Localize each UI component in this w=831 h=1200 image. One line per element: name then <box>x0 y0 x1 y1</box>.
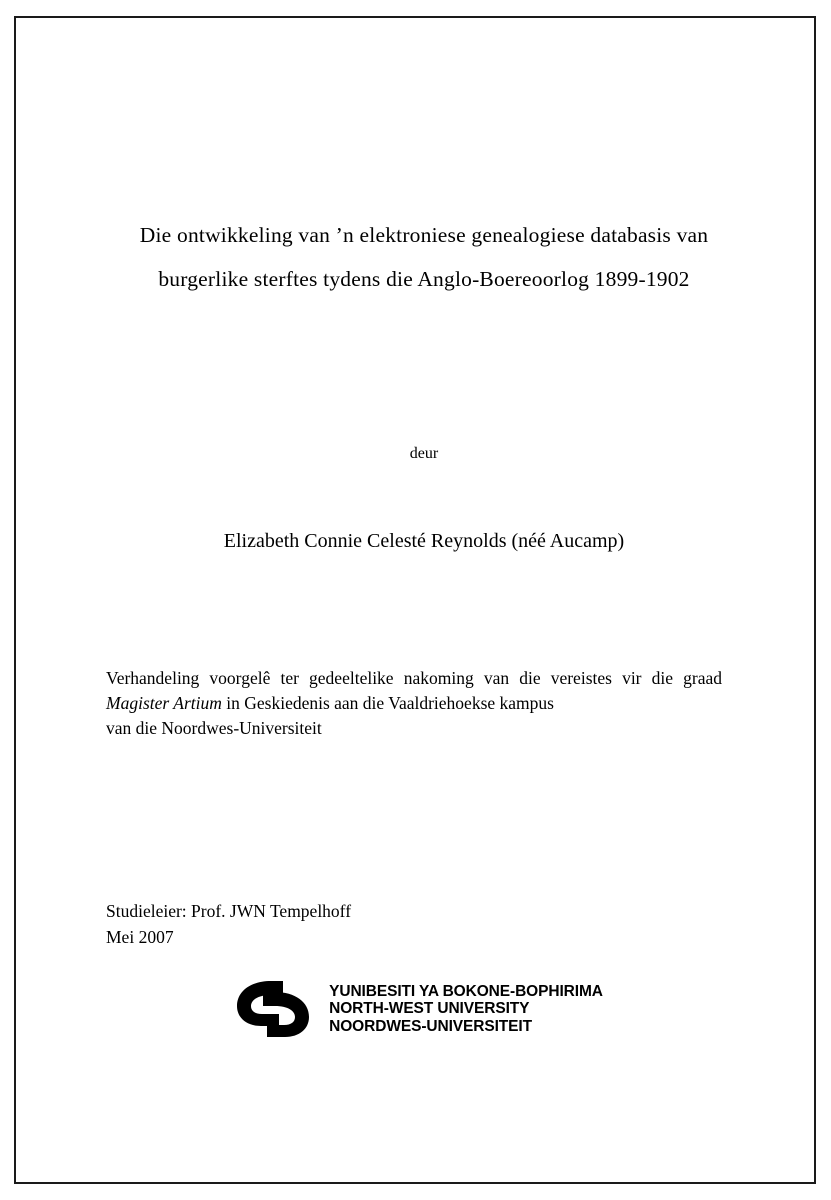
by-label: deur <box>409 445 439 462</box>
page-title <box>106 213 742 301</box>
nwu-logo-icon <box>227 973 319 1045</box>
degree-name: Magister Artium <box>106 693 222 713</box>
document-date: Mei 2007 <box>106 927 174 947</box>
title-line-2: burgerlike sterftes tydens die Anglo-Boereoorlog 1899-1902 <box>158 267 690 291</box>
document-page <box>14 16 816 1184</box>
logo-line-2: NORTH-WEST UNIVERSITY <box>329 1000 530 1018</box>
submission-statement <box>106 666 722 741</box>
author-name: Elizabeth Connie Celesté Reynolds (néé Aucamp) <box>223 530 625 552</box>
submission-part-1: Verhandeling voorgelê ter gedeeltelike nakoming van die vereistes vir die graad <box>106 668 722 688</box>
submission-paragraph <box>106 666 722 716</box>
submission-part-2: in Geskiedenis aan die Vaaldriehoekse kampus <box>221 693 554 713</box>
university-name <box>329 983 603 1036</box>
submission-line-3: van die Noordwes-Universiteit <box>106 718 322 738</box>
university-logo <box>16 973 814 1045</box>
title-line-1: Die ontwikkeling van ’n elektroniese genealogiese databasis van <box>139 223 709 247</box>
supervisor-block <box>106 898 351 950</box>
page-content <box>16 18 814 1182</box>
logo-line-1: YUNIBESITI YA BOKONE-BOPHIRIMA <box>329 982 603 1000</box>
logo-line-3: NOORDWES-UNIVERSITEIT <box>329 1017 532 1035</box>
supervisor-name: Studieleier: Prof. JWN Tempelhoff <box>106 901 352 921</box>
